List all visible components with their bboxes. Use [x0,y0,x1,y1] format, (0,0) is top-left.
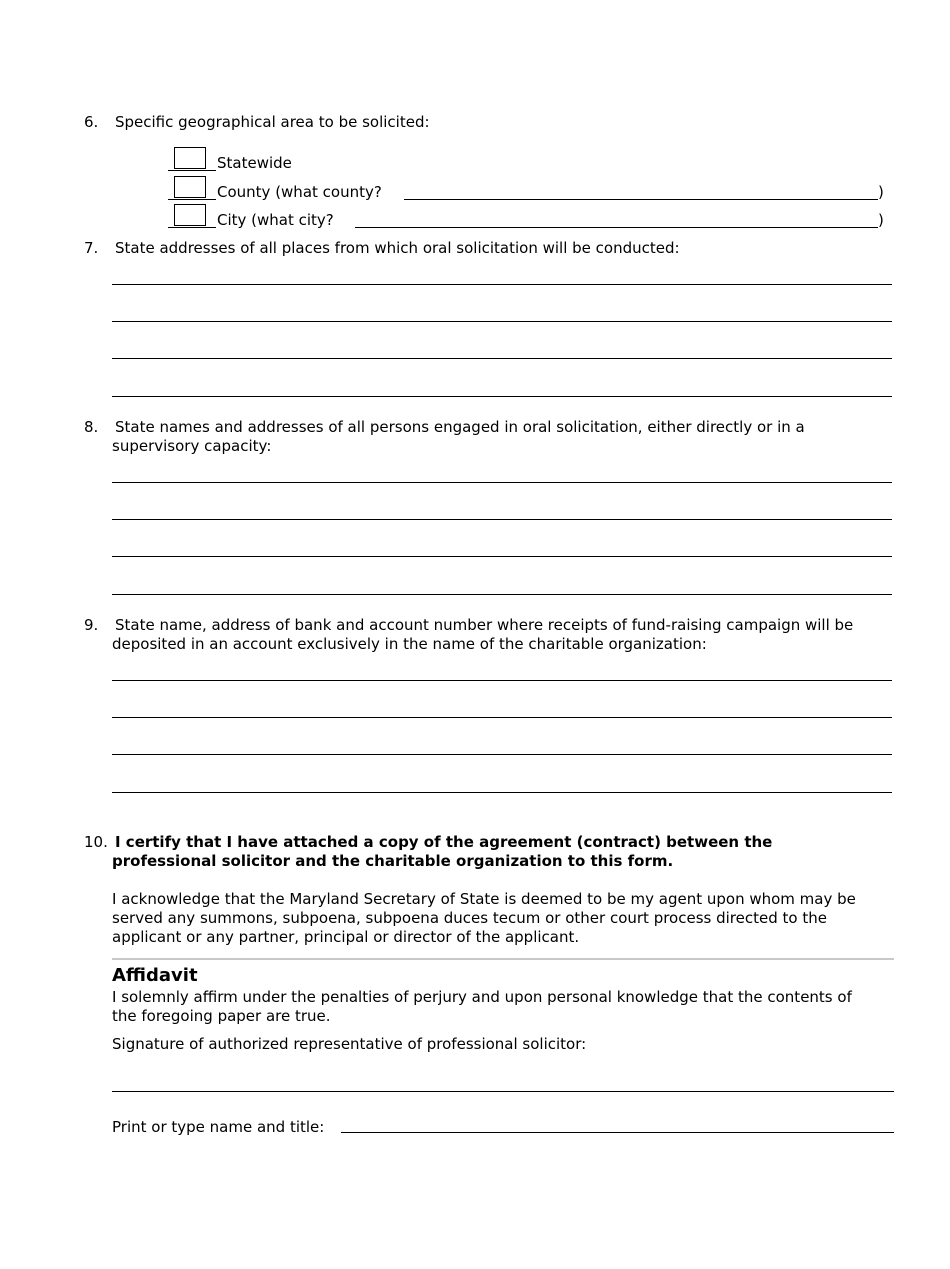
q6-number: 6. [84,113,99,131]
print-name-label: Print or type name and title: [112,1118,325,1136]
statewide-checkbox[interactable] [174,147,206,169]
q8-label-line2: supervisory capacity: [112,437,272,455]
q9-answer-line-3[interactable] [112,754,892,755]
q7-answer-line-1[interactable] [112,284,892,285]
county-blank [168,199,216,200]
q8-answer-line-4[interactable] [112,594,892,595]
statewide-blank [168,170,216,171]
q7-label: State addresses of all places from which oral solicitation will be conducted: [115,239,680,257]
q7-answer-line-3[interactable] [112,358,892,359]
q10-acknowledge-line2: served any summons, subpoena, subpoena duces tecum or other court process directed to the [112,909,827,927]
city-blank [168,227,216,228]
q8-answer-line-1[interactable] [112,482,892,483]
q8-answer-line-3[interactable] [112,556,892,557]
county-checkbox[interactable] [174,176,206,198]
q7-answer-line-2[interactable] [112,321,892,322]
signature-line[interactable] [112,1091,894,1092]
q7-answer-line-4[interactable] [112,396,892,397]
q9-answer-line-4[interactable] [112,792,892,793]
q10-certify-line1: I certify that I have attached a copy of the agreement (contract) between the [115,833,773,851]
city-close-paren: ) [878,211,884,229]
city-checkbox[interactable] [174,204,206,226]
affidavit-text-line1: I solemnly affirm under the penalties of perjury and upon personal knowledge that the contents of [112,988,852,1006]
q9-label-line2: deposited in an account exclusively in the name of the charitable organization: [112,635,707,653]
city-label: City (what city? [217,211,334,229]
q8-label-line1: State names and addresses of all persons engaged in oral solicitation, either directly or in a [115,418,805,436]
affidavit-heading: Affidavit [112,965,198,986]
county-close-paren: ) [878,183,884,201]
section-divider [112,958,894,960]
signature-label: Signature of authorized representative of professional solicitor: [112,1035,587,1053]
county-label: County (what county? [217,183,382,201]
q9-number: 9. [84,616,99,634]
q8-answer-line-2[interactable] [112,519,892,520]
q10-certify-line2: professional solicitor and the charitable organization to this form. [112,852,674,870]
print-name-input-line[interactable] [341,1132,894,1133]
q6-label: Specific geographical area to be solicited: [115,113,430,131]
q9-answer-line-2[interactable] [112,717,892,718]
statewide-label: Statewide [217,154,292,172]
county-input-line[interactable] [404,199,878,200]
q8-number: 8. [84,418,99,436]
q10-acknowledge-line3: applicant or any partner, principal or director of the applicant. [112,928,580,946]
city-input-line[interactable] [355,227,878,228]
q10-acknowledge-line1: I acknowledge that the Maryland Secretary of State is deemed to be my agent upon whom may be [112,890,856,908]
q9-label-line1: State name, address of bank and account number where receipts of fund-raising campaign will be [115,616,854,634]
affidavit-text-line2: the foregoing paper are true. [112,1007,331,1025]
q7-number: 7. [84,239,99,257]
q10-number: 10. [84,833,108,851]
q9-answer-line-1[interactable] [112,680,892,681]
